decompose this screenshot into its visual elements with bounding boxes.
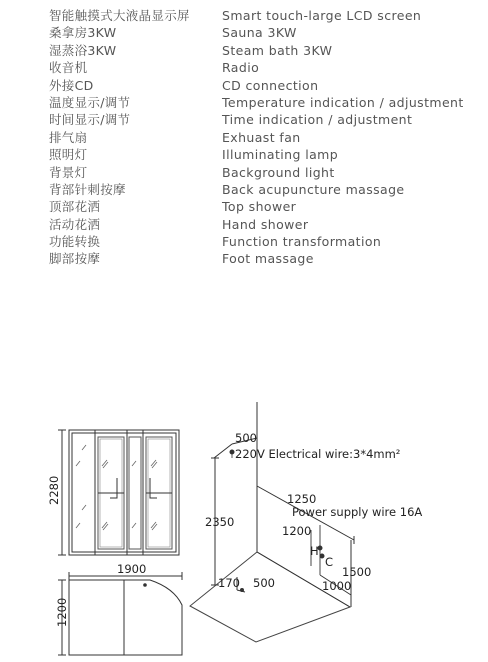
tap-height-label: 1200	[282, 524, 312, 538]
spec-cn: 外接CD	[49, 77, 94, 93]
floor-run-label: 1250	[287, 492, 317, 506]
top-view	[58, 572, 182, 655]
spec-cn: 功能转换	[49, 234, 101, 250]
spec-en: Temperature indication / adjustment	[222, 94, 464, 110]
spec-cn: 桑拿房3KW	[49, 25, 117, 41]
spec-cn: 湿蒸浴3KW	[49, 42, 117, 58]
spec-cn: 时间显示/调节	[49, 112, 131, 128]
spec-en: Hand shower	[222, 216, 309, 232]
right-depth-label: 1000	[322, 579, 352, 593]
spec-en: Radio	[222, 60, 260, 76]
spec-cn: 背景灯	[49, 164, 88, 180]
floor-offset-label: 170	[218, 576, 240, 590]
spec-en: Time indication / adjustment	[222, 112, 413, 128]
floor-width-label: 500	[253, 576, 275, 590]
front-width-label: 1900	[117, 562, 147, 576]
spec-cn: 顶部花洒	[49, 199, 101, 215]
top-depth-label: 1200	[55, 597, 69, 627]
spec-en: Sauna 3KW	[222, 25, 297, 41]
spec-en: Back acupuncture massage	[222, 181, 405, 197]
wall-height-label: 2350	[205, 515, 235, 529]
spec-en: Illuminating lamp	[222, 147, 339, 163]
spec-en: Background light	[222, 164, 335, 180]
spec-cn: 背部针刺按摩	[49, 181, 126, 197]
hot-label: H	[310, 544, 319, 558]
electrical-wire-label: 220V Electrical wire:3*4mm²	[235, 447, 401, 461]
front-height-label: 2280	[47, 475, 61, 505]
spec-cn: 收音机	[49, 60, 88, 76]
spec-en: Foot massage	[222, 251, 314, 267]
spec-cn: 脚部按摩	[49, 251, 101, 267]
spec-en: Steam bath 3KW	[222, 42, 333, 58]
front-elevation	[58, 430, 179, 555]
spec-cn: 照明灯	[49, 147, 88, 163]
spec-en: Smart touch-large LCD screen	[222, 8, 422, 23]
spec-cn: 排气扇	[49, 129, 88, 145]
wall-top-offset-label: 500	[235, 431, 257, 445]
spec-en: Top shower	[222, 199, 297, 215]
right-height-label: 1500	[342, 565, 372, 579]
spec-en: Exhuast fan	[222, 129, 301, 145]
spec-en: CD connection	[222, 77, 319, 93]
spec-cn: 智能触摸式大液晶显示屏	[49, 8, 190, 23]
spec-cn: 温度显示/调节	[49, 94, 131, 110]
spec-en: Function transformation	[222, 234, 382, 250]
spec-cn: 活动花洒	[49, 216, 101, 232]
cold-label: C	[325, 555, 334, 569]
power-supply-label: Power supply wire 16A	[292, 505, 423, 519]
